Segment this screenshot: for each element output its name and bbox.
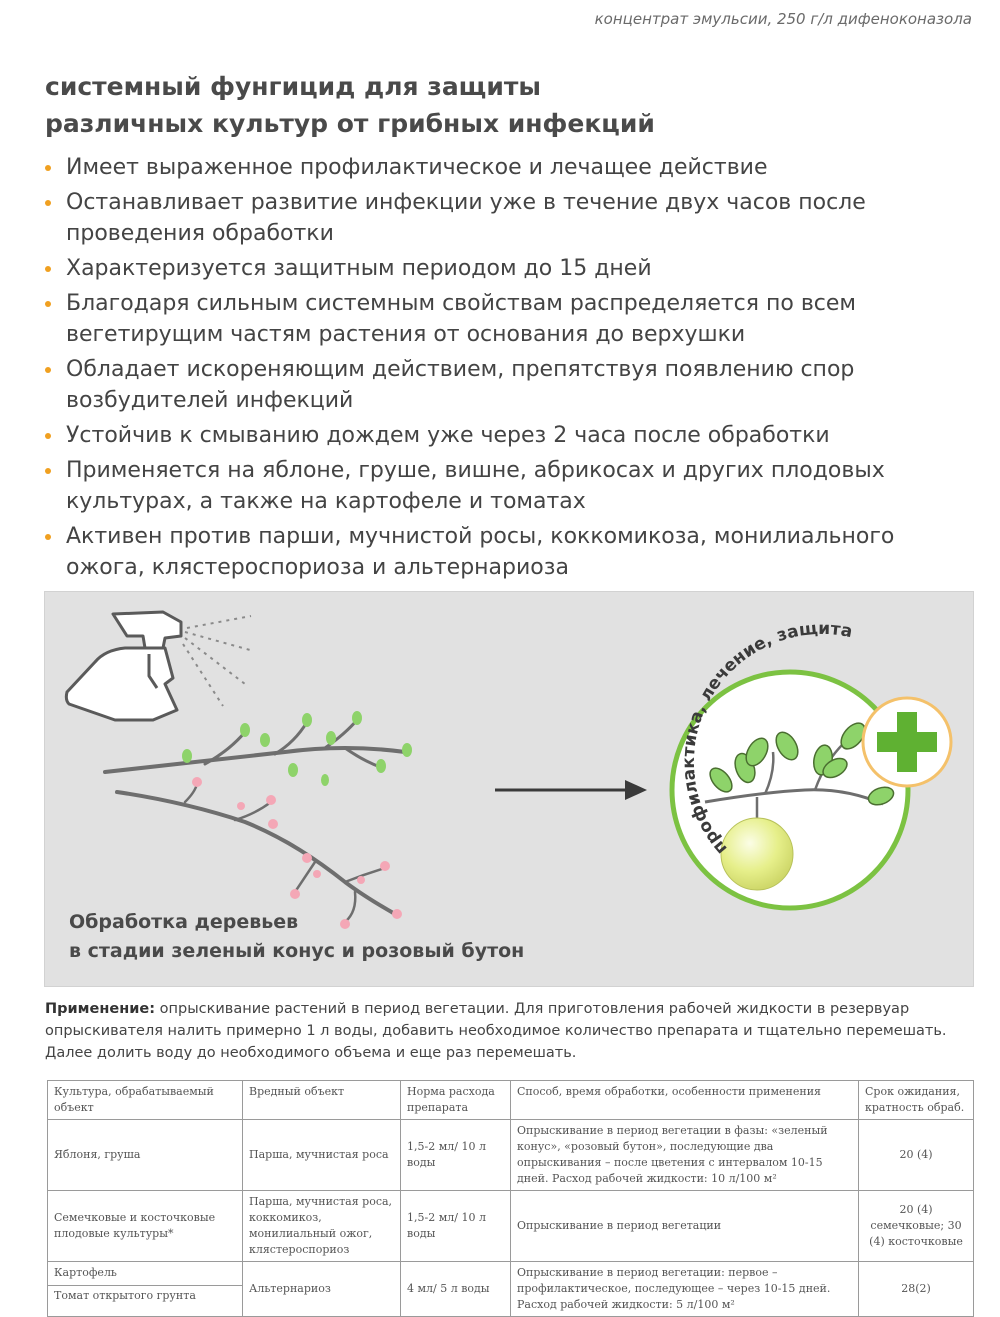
- product-heading: [45, 68, 965, 142]
- bullet-icon: [45, 266, 51, 272]
- bullet-icon: [45, 433, 51, 439]
- feature-item: Характеризуется защитным периодом до 15 дней: [45, 253, 980, 284]
- cell-pest: Альтернариоз: [243, 1262, 401, 1317]
- feature-item: Благодаря сильным системным свойствам распределяется по всем вегетирущим частям растения от основания до верхушки: [45, 288, 980, 350]
- table-row: [48, 1191, 974, 1262]
- arc-label: профилактика, лечение, защита: [678, 618, 855, 859]
- arrow-right-icon: [495, 780, 647, 800]
- cell-crop: Семечковые и косточковые плодовые культуры*: [48, 1191, 243, 1262]
- cell-method: Опрыскивание в период вегетации: первое – профилактическое, последующее – через 10-15 дней. Расход рабочей жидкости: 5 л/100 м²: [511, 1262, 859, 1317]
- cell-pest: Парша, мучнистая роса: [243, 1120, 401, 1191]
- table-row: [48, 1262, 974, 1317]
- feature-item: Обладает искореняющим действием, препятствуя появлению спор возбудителей инфекций: [45, 354, 980, 416]
- bullet-icon: [45, 165, 51, 171]
- cell-crop: Картофель Томат открытого грунта: [48, 1262, 243, 1317]
- table-header-row: [48, 1081, 974, 1120]
- header-method: Способ, время обработки, особенности применения: [511, 1081, 859, 1120]
- feature-item: Применяется на яблоне, груше, вишне, абрикосах и других плодовых культурах, а также на картофеле и томатах: [45, 455, 980, 517]
- bullet-icon: [45, 301, 51, 307]
- feature-item: Останавливает развитие инфекции уже в течение двух часов после проведения обработки: [45, 187, 980, 249]
- header-crop: Культура, обрабатываемый объект: [48, 1081, 243, 1120]
- cell-method: Опрыскивание в период вегетации: [511, 1191, 859, 1262]
- table-row: [48, 1120, 974, 1191]
- heading-line-1: системный фунгицид для защиты: [45, 72, 541, 101]
- bullet-icon: [45, 200, 51, 206]
- cell-wait: 20 (4) семечковые; 30 (4) косточковые: [859, 1191, 974, 1262]
- pink-buds: [192, 777, 402, 929]
- cell-crop: Яблоня, груша: [48, 1120, 243, 1191]
- illustration-caption: Обработка деревьев в стадии зеленый конус и розовый бутон: [69, 911, 525, 962]
- heading-line-2: различных культур от грибных инфекций: [45, 109, 655, 138]
- apple: [721, 818, 793, 890]
- header-pest: Вредный объект: [243, 1081, 401, 1120]
- cell-crop-secondary: Томат открытого грунта: [48, 1285, 242, 1304]
- feature-list: [45, 152, 980, 587]
- usage-label: Применение:: [45, 1001, 156, 1017]
- bullet-icon: [45, 367, 51, 373]
- usage-instructions: [45, 998, 980, 1064]
- cell-wait: 20 (4): [859, 1120, 974, 1191]
- feature-item: Активен против парши, мучнистой росы, коккомикоза, монилиального ожога, клястероспориоза и альтернариоза: [45, 521, 980, 583]
- spray-mist: [183, 616, 251, 706]
- header-rate: Норма расхода препарата: [401, 1081, 511, 1120]
- cell-rate: 1,5-2 мл/ 10 л воды: [401, 1191, 511, 1262]
- application-table: [47, 1080, 973, 1317]
- spray-bottle-icon: [66, 612, 181, 720]
- tree-branches: [105, 720, 405, 922]
- bullet-icon: [45, 534, 51, 540]
- composition-note: концентрат эмульсии, 250 г/л дифеноконазола: [594, 10, 972, 28]
- cell-method: Опрыскивание в период вегетации в фазы: «зеленый конус», «розовый бутон», последующие два опрыскивания – после цветения с интервалом 10-15 дней. Расход рабочей жидкости: 10 л/100 м²: [511, 1120, 859, 1191]
- feature-item: Имеет выраженное профилактическое и лечащее действие: [45, 152, 980, 183]
- feature-item: Устойчив к смыванию дождем уже через 2 часа после обработки: [45, 420, 980, 451]
- cell-rate: 4 мл/ 5 л воды: [401, 1262, 511, 1317]
- usage-text: опрыскивание растений в период вегетации. Для приготовления рабочей жидкости в резервуар опрыскивателя налить примерно 1 л воды, добавить необходимое количество препарата и тщательно перемешать. Далее долить воду до необходимого объема и еще раз перемешать.: [45, 1001, 947, 1061]
- cell-rate: 1,5-2 мл/ 10 л воды: [401, 1120, 511, 1191]
- bullet-icon: [45, 468, 51, 474]
- cell-wait: 28(2): [859, 1262, 974, 1317]
- cell-pest: Парша, мучнистая роса, коккомикоз, монилиальный ожог, клястероспориоз: [243, 1191, 401, 1262]
- medical-cross-icon: [863, 698, 951, 786]
- header-wait: Срок ожидания, кратность обраб.: [859, 1081, 974, 1120]
- treatment-illustration: [44, 591, 974, 987]
